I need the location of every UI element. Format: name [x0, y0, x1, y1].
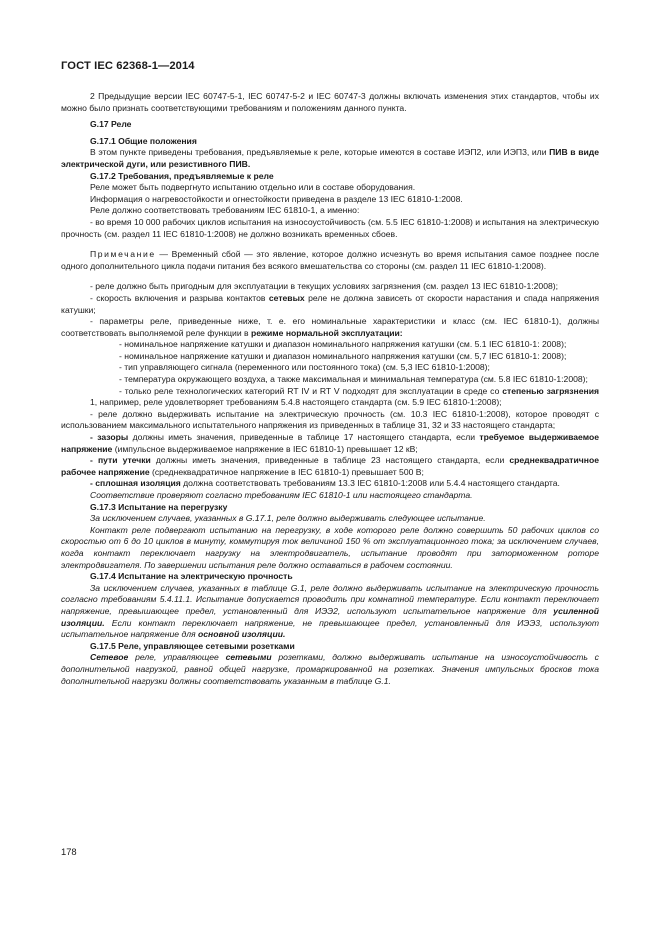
list-item-parameters	[61, 316, 599, 339]
sublist-item-temperature: - температура окружающего воздуха, а также максимальная и минимальная температура (см. 5.8 IEC 61810-1:2008);	[119, 374, 588, 385]
text-run-bold: пути утечки	[97, 455, 151, 466]
text-run: Если контакт переключает напряжение, не превышающее предел, установленный для ИЭЭ3, используют испытательное напряжение для	[61, 617, 599, 640]
text-run-bold: режиме нормальной эксплуатации:	[251, 327, 403, 338]
paragraph-compliance: Соответствие проверяют согласно требованиям IEC 61810-1 или настоящего стандарта.	[90, 490, 473, 500]
text-run-bold: Сетевое	[90, 652, 129, 663]
text-run: -	[90, 432, 98, 443]
general-text-bold: ПИВ в виде электрической дуги, или резистивного ПИВ.	[61, 147, 600, 169]
text-run: - только реле технологических категорий RT IV и RT V подходят для эксплуатации в среде со	[119, 385, 503, 396]
text-run: За исключением случаев, указанных в таблице G.1, реле должно выдерживать испытание на электрическую прочность согласно требованиям 5.4.11.1. Испытание допускается проводить при комнатной температуре. Если контакт переключает напряжение, превышающее предел, установленный для ИЭЭ2, используют испытательное напряжение для	[61, 582, 599, 616]
paragraph-relay-test: Реле может быть подвергнуто испытанию отдельно или в составе оборудования.	[90, 182, 416, 193]
list-item-endurance: - во время 10 000 рабочих циклов испытания на износоустойчивость (см. 5.5 IEC 61810-1:2008) и испытания на электрическую прочность (см. раздел 11 IEC 61810-1:2008) не должно возникать временных сбоев.	[61, 216, 599, 239]
page-number: 178	[61, 846, 77, 857]
text-run-bold: степенью загрязнения	[502, 385, 599, 396]
section-heading-g172: G.17.2 Требования, предъявляемые к реле	[90, 170, 274, 181]
text-run: (среднеквадратичное напряжение в IEC 61810-1) превышает 500 В;	[149, 466, 424, 477]
text-run: (импульсное выдерживаемое напряжение в IEC 61810-1) превышает 12 кВ;	[112, 443, 418, 454]
list-item-clearances	[61, 432, 599, 455]
list-item-creepage	[61, 455, 599, 478]
text-run: реле, управляющее	[128, 652, 226, 663]
list-item-electric-strength: - реле должно выдерживать испытание на электрическую прочность (см. 10.3 IEC 61810-1:2008), которое проводят с использованием максимального испытательного напряжения из приведенных в таблице 31, 32 и 33 настоящего стандарта;	[61, 408, 599, 431]
section-heading-g175: G.17.5 Реле, управляющее сетевыми розетками	[90, 640, 295, 651]
list-item-pollution: - реле должно быть пригодным для эксплуатации в текущих условиях загрязнения (см. раздел 13 IEC 61810-1:2008);	[90, 281, 559, 292]
list-item-switching-speed	[61, 293, 599, 316]
text-run-bold: среднеквадратичное рабочее напряжение	[61, 455, 600, 477]
document-header: ГОСТ IEC 62368-1—2014	[61, 60, 195, 72]
paragraph-overload-intro: За исключением случаев, указанных в G.17.1, реле должно выдерживать следующее испытание.	[90, 513, 486, 524]
paragraph-mains-relay	[61, 652, 599, 687]
text-run-bold: сетевыми	[225, 652, 272, 663]
sublist-item-categories	[61, 386, 599, 409]
paragraph-previous-versions: 2 Предыдущие версии IEC 60747-5-1, IEC 60747-5-2 и IEC 60747-3 должны включать изменения этих стандартов, чтобы их можно было признать соответствующими требованиям и положениям данного пункта.	[61, 91, 599, 113]
note-label: Примечание	[90, 249, 156, 260]
text-run: должны иметь значения, приведенные в таблице 23 настоящего стандарта, если	[150, 455, 510, 466]
sublist-item-coil-voltage-1: - номинальное напряжение катушки и диапазон номинального напряжения катушки (см. 5.1 IEC 61810-1: 2008);	[119, 339, 567, 350]
text-run-bold: требуемое выдерживаемое напряжение	[61, 432, 599, 454]
general-text: В этом пункте приведены требования, предъявляемые к реле, которые имеются в составе ИЭП2, или ИЭП3, или	[90, 147, 550, 158]
section-heading-g174: G.17.4 Испытание на электрическую прочность	[90, 571, 293, 582]
note	[61, 249, 599, 272]
text-run: должны иметь значения, приведенные в таблице 17 настоящего стандарта, если	[128, 432, 480, 443]
document-body	[61, 91, 599, 687]
paragraph-electric-strength-test	[61, 583, 599, 641]
paragraph-fire-info: Информация о нагревостойкости и огнестойкости приведена в разделе 13 IEC 61810-1:2008.	[90, 193, 463, 204]
text-run: - параметры реле, приведенные ниже, т. е. его номинальные характеристики и класс (см. IEC 61810-1), должны соответствовать выполняемой реле функции в	[61, 316, 599, 338]
text-run-bold: зазоры	[97, 432, 129, 443]
text-run: 1, например, реле удовлетворяет требованиям 5.4.8 настоящего стандарта (см. 5.9 IEC 61810-1:2008);	[90, 397, 502, 408]
text-run: -	[90, 455, 98, 466]
text-run-bold: усиленной изоляции.	[61, 605, 599, 628]
text-run: должна соответствовать требованиям 13.3 IEC 61810-1:2008 или 5.4.4 настоящего стандарта.	[180, 478, 560, 489]
section-heading-g171: G.17.1 Общие положения	[90, 135, 197, 146]
section-heading-g17: G.17 Реле	[90, 119, 132, 130]
note-text: — Временный сбой — это явление, которое должно исчезнуть во время испытания самое позднее после одного дополнительного цикла подачи питания без всякого вмешательства со стороны (см. раздел 11 IEC 61810-1:2008).	[61, 249, 599, 271]
section-heading-g173: G.17.3 Испытание на перегрузку	[90, 501, 228, 512]
text-run-bold: сетевых	[268, 292, 305, 303]
sublist-item-coil-voltage-2: - номинальное напряжение катушки и диапазон номинального напряжения катушки (см. 5,7 IEC 61810-1: 2008);	[119, 350, 567, 361]
sublist-item-signal-type: - тип управляющего сигнала (переменного или постоянного тока) (см. 5,3 IEC 61810-1:2008);	[119, 362, 490, 373]
text-run: -	[90, 478, 96, 489]
text-run: реле не должна зависеть от скорости нарастания и спада напряжения катушки;	[61, 292, 599, 315]
paragraph-general	[61, 147, 599, 170]
paragraph-relay-requirements: Реле должно соответствовать требованиям IEC 61810-1, а именно:	[90, 205, 360, 216]
paragraph-overload-test: Контакт реле подвергают испытанию на перегрузку, в ходе которого реле должно совершить 50 рабочих циклов со скоростью от 6 до 10 циклов в минуту, коммутируя ток величиной 150 % от эксплуатационного тока; за исключением случаев, когда контакт переключает нагрузку на электродвигатель, испытание проводят при заторможенном роторе электродвигателя. По завершении испытания реле должно оставаться в рабочем состоянии.	[61, 524, 599, 570]
text-run-bold: основной изоляции.	[198, 629, 286, 640]
text-run-bold: сплошная изоляция	[95, 478, 181, 489]
text-run: - скорость включения и разрыва контактов	[90, 292, 269, 303]
text-run: розетками, должно выдерживать испытание на износоустойчивость с дополнительной нагрузкой, равной общей нагрузке, промаркированной на розетках. Значения импульсных бросков тока дополнительной нагрузки должны соответствовать указанным в таблице G.1.	[61, 652, 599, 686]
list-item-solid-insulation	[61, 478, 599, 490]
